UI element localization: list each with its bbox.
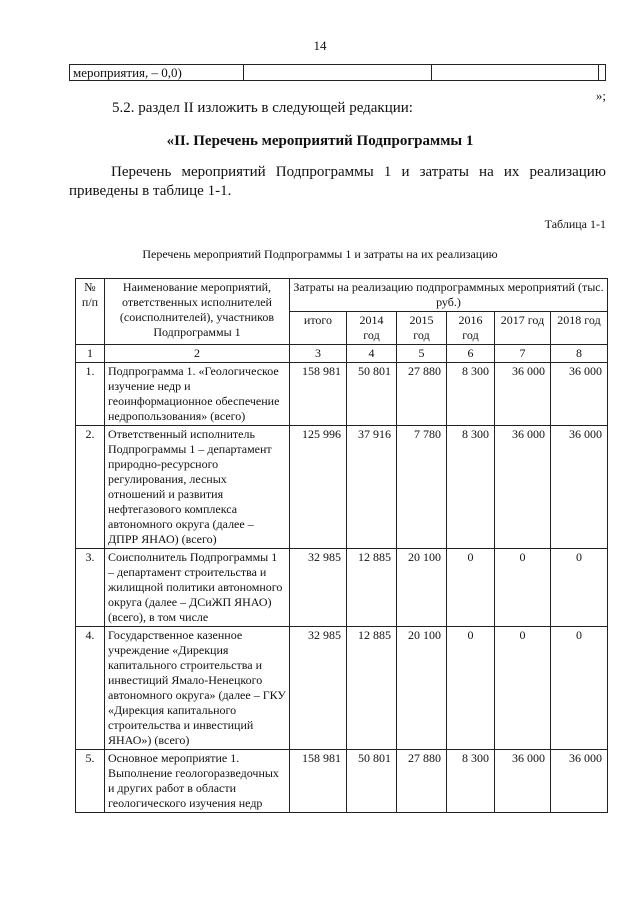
cell-total: 32 985 (290, 627, 347, 750)
fragment-cell (244, 65, 432, 81)
section-title: «II. Перечень мероприятий Подпрограммы 1 (166, 133, 474, 149)
fragment-cell (599, 65, 606, 81)
cell-total: 158 981 (290, 363, 347, 426)
cell-2016: 0 (447, 549, 495, 627)
cell-2015: 27 880 (397, 750, 447, 813)
column-number: 6 (447, 345, 495, 363)
intro-paragraph: Перечень мероприятий Подпрограммы 1 и затраты на их реализацию приведены в таблице 1-1. (69, 164, 606, 199)
row-number: 1. (76, 363, 105, 426)
fragment-cell (431, 65, 598, 81)
column-number: 1 (76, 345, 105, 363)
paragraph-5-2: 5.2. раздел II изложить в следующей редакции: (112, 100, 413, 116)
cell-2018: 0 (551, 549, 608, 627)
cell-2018: 36 000 (551, 750, 608, 813)
cell-2015: 20 100 (397, 627, 447, 750)
quote-end: »; (595, 88, 606, 103)
previous-table-fragment (69, 64, 606, 81)
cell-2018: 0 (551, 627, 608, 750)
column-number: 3 (290, 345, 347, 363)
row-name: Основное мероприятие 1. Выполнение геологоразведочных и других работ в области геологического изучения недр (105, 750, 290, 813)
column-number: 5 (397, 345, 447, 363)
column-number-row (76, 345, 608, 363)
table-row (76, 549, 608, 627)
header-name: Наименование мероприятий, ответственных исполнителей (соисполнителей), участников Подпрограммы 1 (105, 279, 290, 345)
measures-table (75, 278, 608, 813)
header-year: итого (290, 312, 347, 345)
table-row (76, 363, 608, 426)
page-number: 14 (313, 38, 327, 53)
column-number: 2 (105, 345, 290, 363)
header-no: № п/п (76, 279, 105, 345)
column-number: 7 (495, 345, 551, 363)
row-number: 3. (76, 549, 105, 627)
table-row (76, 750, 608, 813)
table-row (76, 426, 608, 549)
cell-2014: 12 885 (347, 627, 397, 750)
table-label: Таблица 1-1 (544, 217, 606, 231)
cell-2015: 7 780 (397, 426, 447, 549)
row-name: Государственное казенное учреждение «Дирекция капитального строительства и инвестиций Ямало-Ненецкого автономного округа» (далее – ГКУ «Дирекция капитального строительства и инвестиций ЯНАО») (всего) (105, 627, 290, 750)
cell-2014: 37 916 (347, 426, 397, 549)
header-year: 2014 год (347, 312, 397, 345)
row-number: 5. (76, 750, 105, 813)
cell-2014: 50 801 (347, 750, 397, 813)
cell-2016: 8 300 (447, 363, 495, 426)
cell-2017: 0 (495, 627, 551, 750)
cell-total: 125 996 (290, 426, 347, 549)
header-year: 2018 год (551, 312, 608, 345)
cell-2015: 20 100 (397, 549, 447, 627)
cell-2015: 27 880 (397, 363, 447, 426)
cell-2017: 36 000 (495, 363, 551, 426)
column-number: 4 (347, 345, 397, 363)
cell-total: 32 985 (290, 549, 347, 627)
cell-2018: 36 000 (551, 426, 608, 549)
row-number: 2. (76, 426, 105, 549)
cell-2017: 0 (495, 549, 551, 627)
row-name: Подпрограмма 1. «Геологическое изучение недр и геоинформационное обеспечение недропользования» (всего) (105, 363, 290, 426)
row-name: Ответственный исполнитель Подпрограммы 1 – департамент природно-ресурсного регулирования, лесных отношений и развития нефтегазового комплекса автономного округа (далее – ДПРР ЯНАО) (всего) (105, 426, 290, 549)
cell-2014: 50 801 (347, 363, 397, 426)
header-year: 2016 год (447, 312, 495, 345)
table-caption: Перечень мероприятий Подпрограммы 1 и затраты на их реализацию (142, 247, 498, 261)
header-year: 2017 год (495, 312, 551, 345)
fragment-text: мероприятия, – 0,0) (70, 65, 244, 81)
row-number: 4. (76, 627, 105, 750)
row-name: Соисполнитель Подпрограммы 1 – департамент строительства и жилищной политики автономного округа (далее – ДСиЖП ЯНАО) (всего), в том числе (105, 549, 290, 627)
cell-2016: 8 300 (447, 750, 495, 813)
cell-2017: 36 000 (495, 750, 551, 813)
header-costs: Затраты на реализацию подпрограммных мероприятий (тыс. руб.) (290, 279, 608, 312)
cell-2018: 36 000 (551, 363, 608, 426)
cell-2016: 0 (447, 627, 495, 750)
cell-2017: 36 000 (495, 426, 551, 549)
cell-2016: 8 300 (447, 426, 495, 549)
cell-total: 158 981 (290, 750, 347, 813)
cell-2014: 12 885 (347, 549, 397, 627)
table-row (76, 627, 608, 750)
header-year: 2015 год (397, 312, 447, 345)
column-number: 8 (551, 345, 608, 363)
